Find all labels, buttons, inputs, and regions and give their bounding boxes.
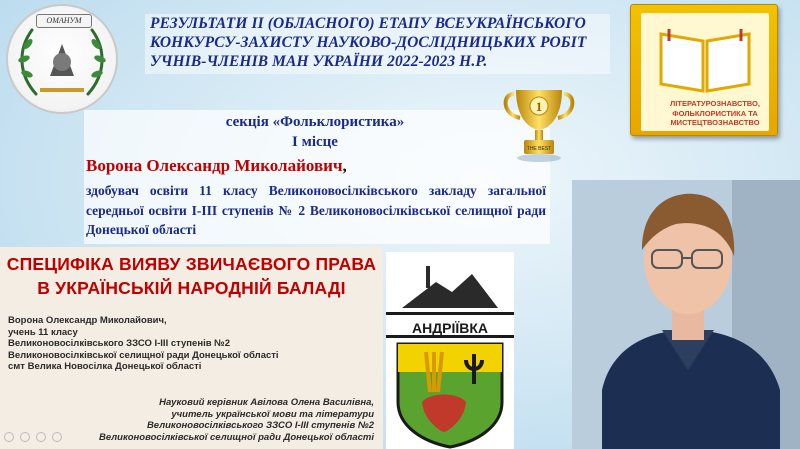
slide-toolbar	[4, 430, 94, 444]
cup-number: 1	[535, 99, 543, 114]
emblem-ribbon: ОМАНУМ	[36, 14, 92, 28]
author-line: Великоновосілківської селищної ради Донецької області	[8, 349, 279, 361]
winner-name-suffix: ,	[342, 156, 347, 175]
prev-icon[interactable]	[4, 432, 14, 442]
winner-description: здобувач освіти 11 класу Великоновосілківського закладу загальної середньої освіти І-ІІІ ступенів № 2 Великоновосілківської селищної ради Донецької області	[86, 183, 546, 237]
section-name: секція «Фольклористика»	[225, 114, 405, 130]
winner-name-text: Ворона Олександр Миколайович	[86, 156, 343, 175]
research-title-line-1: СПЕЦИФІКА ВИЯВУ ЗВИЧАЄВОГО ПРАВА	[6, 254, 377, 274]
supervisor-line: Великоновосілківської селищної ради Донецької області	[98, 431, 374, 443]
research-title	[0, 252, 383, 300]
portrait-illustration	[572, 180, 800, 449]
research-author	[8, 315, 383, 373]
laurel-wreath-icon	[6, 4, 118, 114]
coat-of-arms-shield-icon	[386, 252, 514, 449]
cup-caption: THE BEST	[526, 146, 552, 152]
page-title: РЕЗУЛЬТАТИ ІІ (ОБЛАСНОГО) ЕТАПУ ВСЕУКРАЇНСЬКОГО КОНКУРСУ-ЗАХИСТУ НАУКОВО-ДОСЛІДНИЦЬКИХ РОБІТ УЧНІВ-ЧЛЕНІВ МАН УКРАЇНИ 2022-2023 Н.Р.	[150, 15, 587, 70]
supervisor-line: Науковий керівник Авілова Олена Василівна,	[159, 397, 374, 408]
author-line: Ворона Олександр Миколайович,	[8, 315, 167, 326]
next-icon[interactable]	[20, 432, 30, 442]
open-book-icon	[641, 19, 769, 99]
award-place: І місце	[292, 134, 338, 150]
zoom-icon[interactable]	[36, 432, 46, 442]
supervisor-line: Великоновосілківського ЗЗСО І-ІІІ ступенів №2	[146, 420, 374, 431]
section-logo	[630, 4, 778, 136]
winner-name	[86, 156, 347, 176]
author-line: смт Велика Новосілка Донецької області	[8, 361, 202, 372]
research-title-line-2: В УКРАЇНСЬКІЙ НАРОДНІЙ БАЛАДІ	[37, 278, 346, 298]
trophy-cup-icon	[500, 84, 578, 164]
man-emblem-logo	[6, 4, 118, 114]
author-line: Великоновосілківського ЗЗСО І-ІІІ ступенів №2	[8, 338, 231, 349]
section-logo-caption: ЛІТЕРАТУРОЗНАВСТВО, ФОЛЬКЛОРИСТИКА ТА МИСТЕЦТВОЗНАВСТВО	[670, 99, 760, 127]
winner-photo	[572, 180, 800, 449]
menu-icon[interactable]	[52, 432, 62, 442]
supervisor-line: учитель української мови та літератури	[171, 408, 374, 420]
research-supervisor	[60, 397, 374, 443]
coat-of-arms-label: АНДРІЇВКА	[386, 312, 514, 338]
section-logo-panel	[641, 13, 769, 131]
coat-of-arms	[386, 252, 514, 449]
author-line: учень 11 класу	[8, 326, 78, 338]
